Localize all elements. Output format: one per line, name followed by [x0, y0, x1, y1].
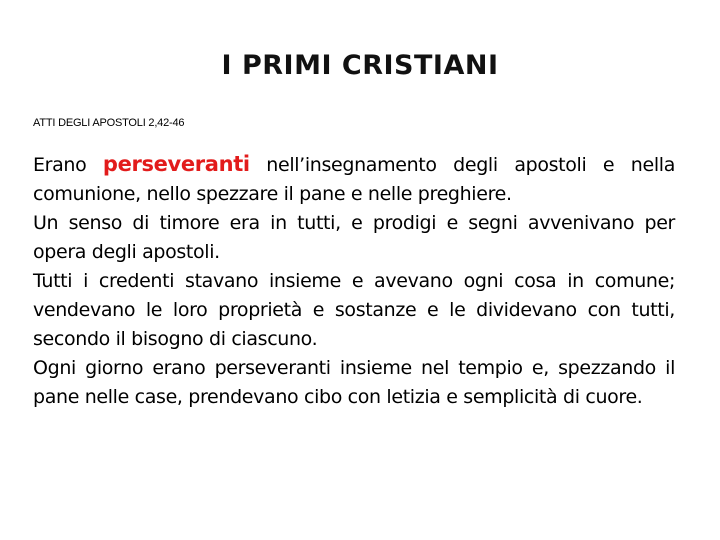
- paragraph-2: Un senso di timore era in tutti, e prodigi e segni avvenivano per opera degli apostoli.: [33, 212, 675, 263]
- paragraph-4: Ogni giorno erano perseveranti insieme nel tempio e, spezzando il pane nelle case, prendevano cibo con letizia e semplicità di cuore.: [33, 357, 675, 408]
- paragraph-1: [33, 150, 675, 209]
- scripture-reference: ATTI DEGLI APOSTOLI 2,42-46: [33, 117, 185, 129]
- paragraph-1-after: nell’insegnamento degli apostoli e nella comunione, nello spezzare il pane e nelle preghiere.: [33, 154, 675, 205]
- highlighted-word: perseveranti: [102, 152, 250, 176]
- paragraph-3: Tutti i credenti stavano insieme e avevano ogni cosa in comune; vendevano le loro proprietà e sostanze e le dividevano con tutti, secondo il bisogno di ciascuno.: [33, 270, 675, 350]
- slide-title: I PRIMI CRISTIANI: [221, 50, 499, 81]
- paragraph-1-before: Erano: [33, 154, 103, 176]
- scripture-text: [33, 150, 675, 412]
